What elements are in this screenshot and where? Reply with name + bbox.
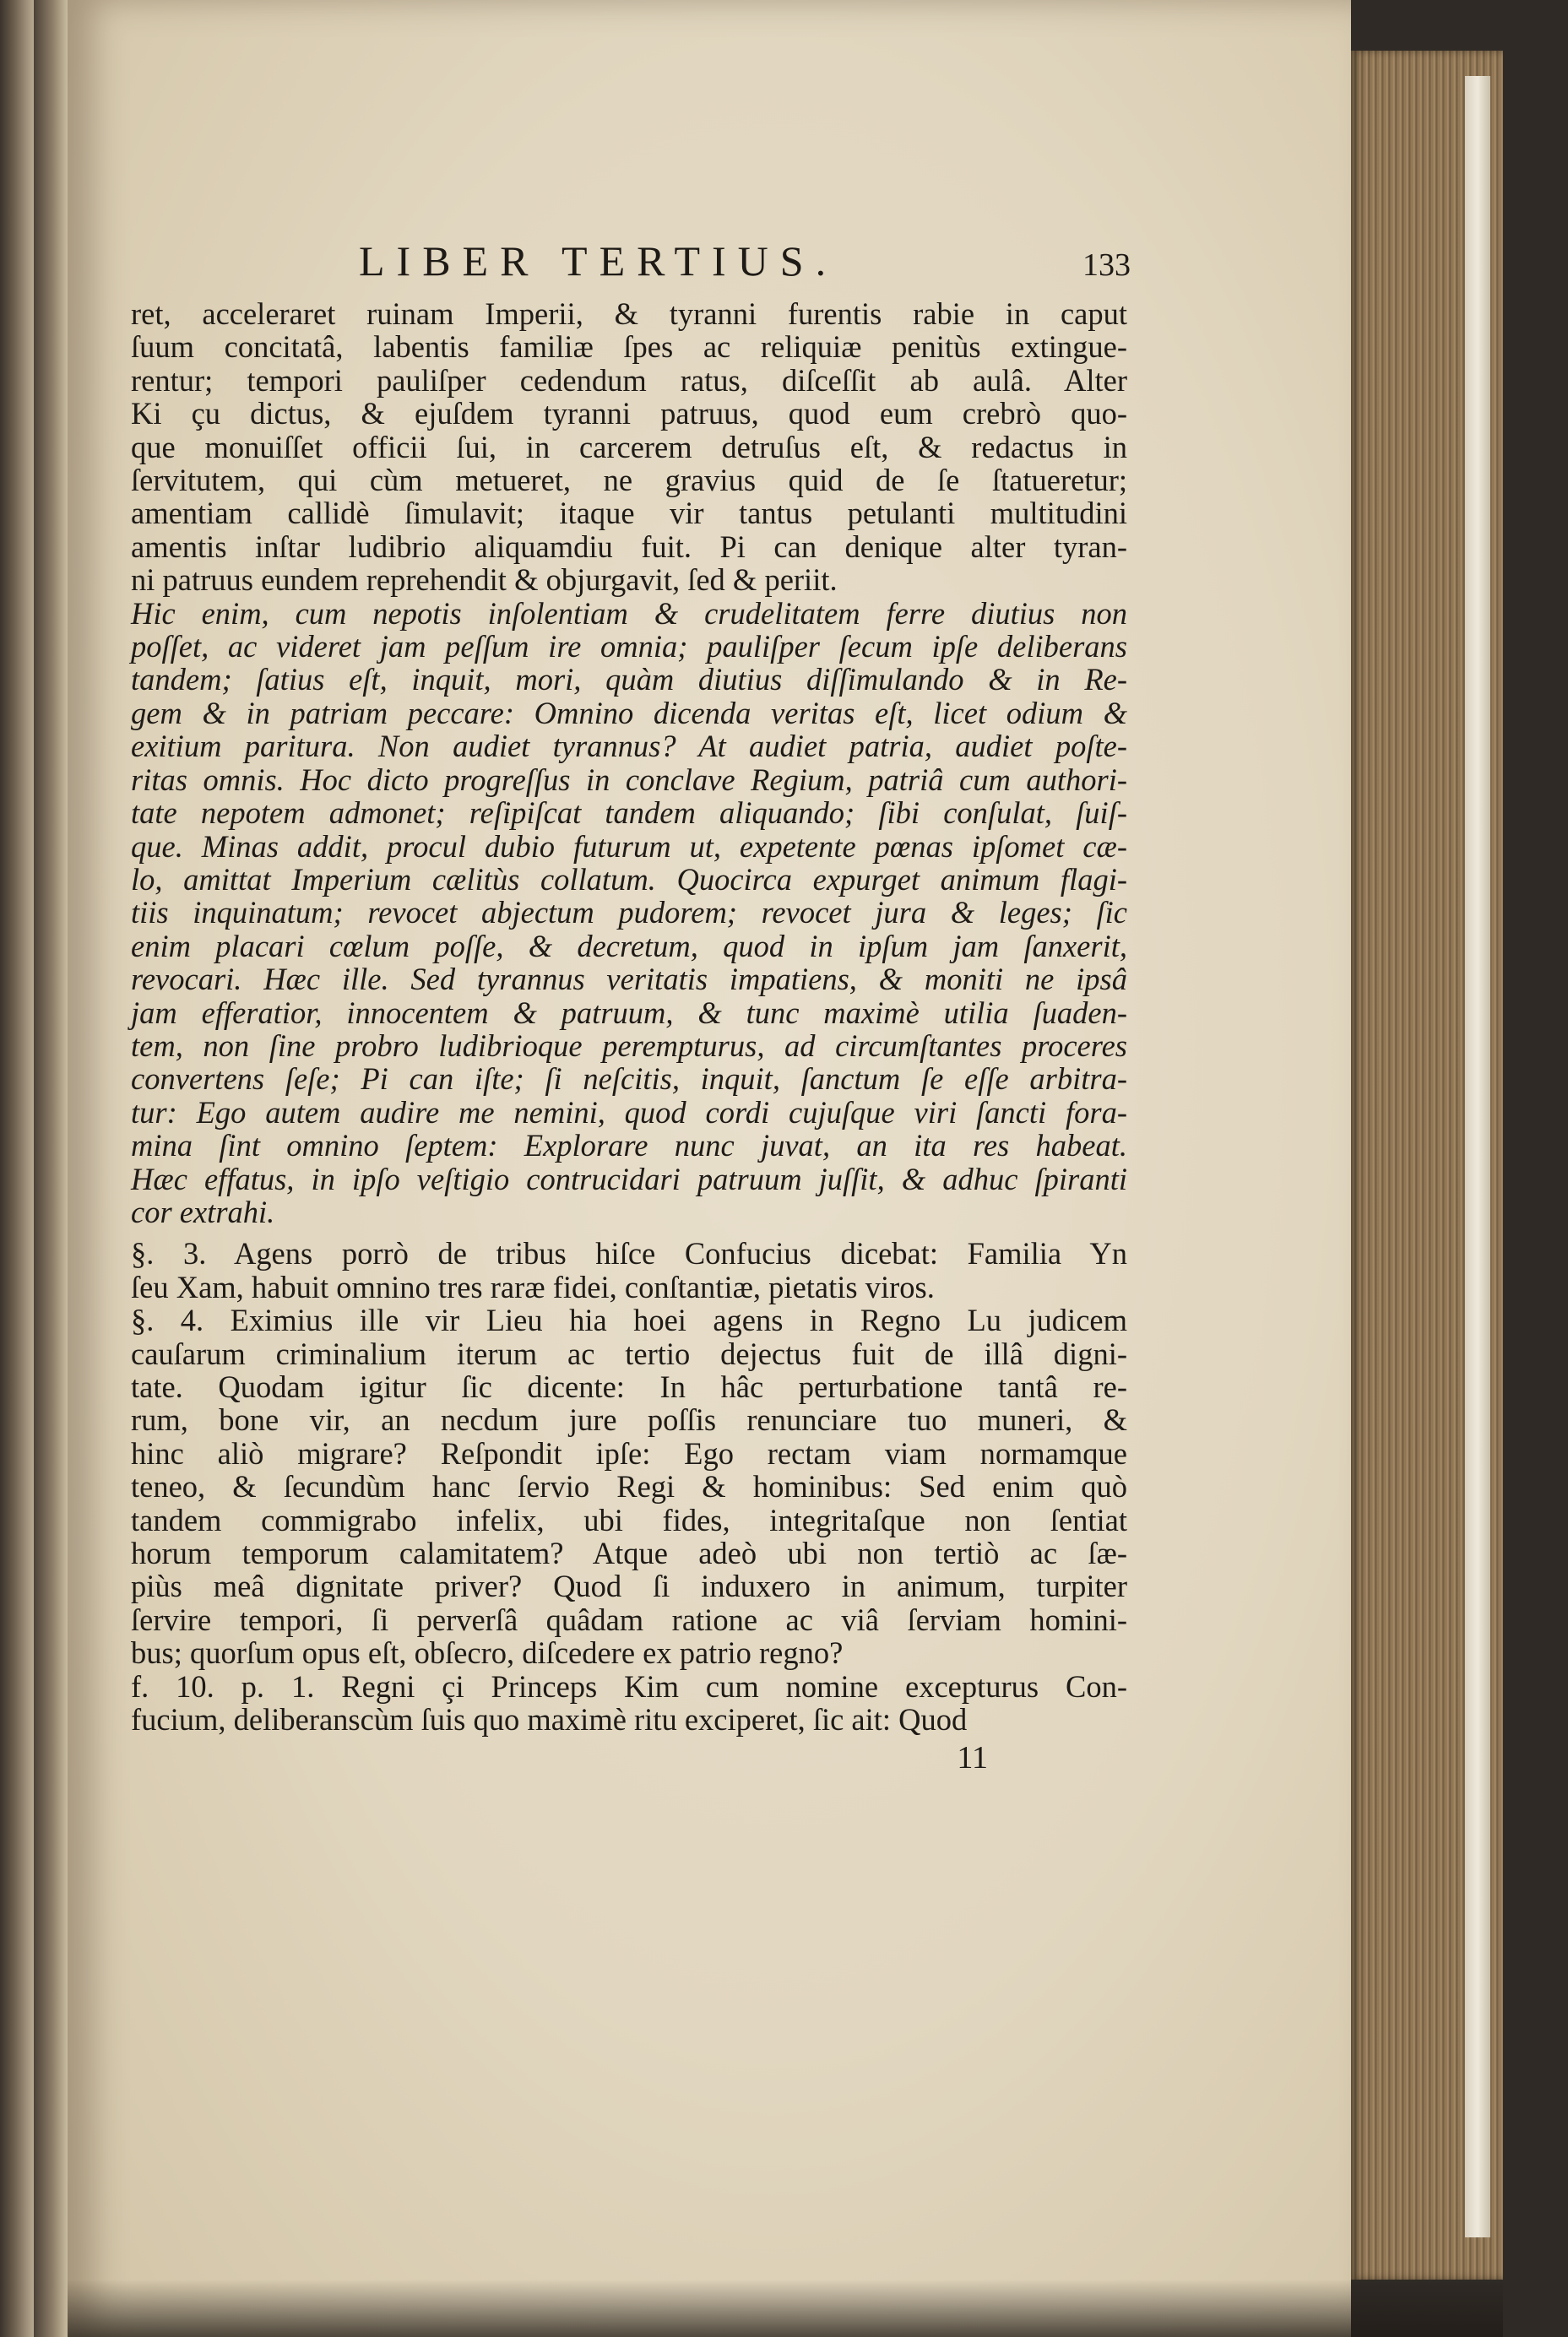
running-head: LIBER TERTIUS. (359, 237, 838, 285)
body-text (131, 297, 1127, 1736)
text-line: Hæc effatus, in ipſo veſtigio contrucidari patruum juſſit, & adhuc ſpiranti (131, 1161, 1127, 1196)
page-number: 133 (1082, 247, 1131, 283)
text-line: §. 4. Eximius ille vir Lieu hia hoei agens in Regno Lu judicem (131, 1303, 1127, 1338)
text-line: tur: Ego autem audire me nemini, quod cordi cujuſque viri ſancti fora- (131, 1094, 1127, 1130)
text-line: convertens ſeſe; Pi can iſte; ſi neſcitis, inquit, ſanctum ſe eſſe arbitra- (131, 1061, 1127, 1097)
text-line: exitium paritura. Non audiet tyrannus? At audiet patria, audiet poſte- (131, 729, 1127, 764)
text-line: tiis inquinatum; revocet abjectum pudorem; revocet jura & leges; ſic (131, 895, 1127, 930)
text-line: ſuum concitatâ, labentis familiæ ſpes ac reliquiæ penitùs extingue- (131, 329, 1127, 365)
text-line: horum temporum calamitatem? Atque adeò ubi non tertiò ac ſæ- (131, 1536, 1127, 1571)
text-line: teneo, & ſecundùm hanc ſervio Regi & hominibus: Sed enim quò (131, 1469, 1127, 1505)
text-line: tandem commigrabo infelix, ubi fides, integritaſque non ſentiat (131, 1502, 1127, 1537)
text-line: tem, non ſine probro ludibrioque peremptur͏us, ad circumſtantes proceres (131, 1028, 1127, 1063)
text-line: que monuiſſet officii ſui, in carcerem detruſus eſt, & redactus in (131, 429, 1127, 464)
text-line: Hic enim, cum nepotis inſolentiam & crudelitatem ferre diutius non (131, 595, 1127, 631)
text-line: amentis inſtar ludibrio aliquamdiu fuit. Pi can denique alter tyran- (131, 529, 1127, 564)
text-line: fucium, deliberanscùm ſuis quo maximè ritu exciperet, ſic ait: Quod (131, 1702, 968, 1738)
text-line: f. 10. p. 1. Regni çi Princeps Kim cum nomine excepturus Con- (131, 1668, 1127, 1704)
text-line: ritas omnis. Hoc dicto progreſſus in conclave Regium, patriâ cum authori- (131, 762, 1127, 797)
text-line: ret, acceleraret ruinam Imperii, & tyranni furentis rabie in caput (131, 296, 1127, 331)
paragraph-section-3 (131, 1237, 1127, 1304)
text-line: amentiam callidè ſimulavit; itaque vir tantus petulanti multitudini (131, 496, 1127, 531)
text-line: cor extrahi. (131, 1194, 275, 1229)
text-line: poſſet, ac videret jam peſſum ire omnia; pauliſper ſecum ipſe deliberans (131, 629, 1127, 664)
text-line: ſervire tempori, ſi perverſâ quâdam ratione ac viâ ſerviam homini- (131, 1602, 1127, 1637)
text-line: cauſarum criminalium iterum ac tertio dejectus fuit de illâ digni- (131, 1336, 1127, 1371)
text-line: rum, bone vir, an necdum jure poſſis renunciare tuo muneri, & (131, 1402, 1127, 1438)
text-line: mina ſint omnino ſeptem: Explorare nunc juvat, an ita res habeat. (131, 1128, 1127, 1163)
text-line: ſeu Xam, habuit omnino tres raræ fidei, conſtantiæ, pietatis viros. (131, 1269, 935, 1304)
book-gutter (34, 0, 68, 2337)
text-line: ſervitutem, qui cùm metueret, ne gravius quid de ſe ſtatueretur; (131, 463, 1127, 498)
text-line: hinc aliò migrare? Reſpondit ipſe: Ego rectam viam normamque (131, 1435, 1127, 1471)
text-line: ni patruus eundem reprehendit & objurgavit, ſed & periit. (131, 562, 838, 598)
paragraph-italic-quote (131, 597, 1127, 1229)
text-line: enim placari cœlum poſſe, & decretum, quod in ipſum jam ſanxerit, (131, 928, 1127, 963)
text-line: §. 3. Agens porrò de tribus hiſce Confucius dicebat: Familia Yn (131, 1236, 1127, 1272)
text-line: revocari. Hæc ille. Sed tyrannus veritatis impatiens, & moniti ne ipsâ (131, 962, 1127, 997)
text-line: tate. Quodam igitur ſic dicente: In hâc perturbatione tantâ re- (131, 1369, 1127, 1404)
text-line: rentur; tempori pauliſper cedendum ratus, diſceſſit ab aulâ. Alter (131, 362, 1127, 398)
paragraph-1 (131, 297, 1127, 597)
text-line: gem & in patriam peccare: Omnino dicenda veritas eſt, licet odium & (131, 695, 1127, 730)
text-line: que. Minas addit, procul dubio futurum ut, expetente pœnas ipſomet cæ- (131, 828, 1127, 864)
paragraph-f10 (131, 1670, 1127, 1737)
text-line: tandem; ſatius eſt, inquit, mori, quàm diutius diſſimulando & in Re- (131, 662, 1127, 697)
page-header (131, 236, 1131, 289)
paragraph-section-4 (131, 1304, 1127, 1669)
text-line: bus; quorſum opus eſt, obſecro, diſcedere ex patrio regno? (131, 1635, 844, 1671)
text-line: tate nepotem admonet; reſipiſcat tandem aliquando; ſibi conſulat, ſuiſ- (131, 795, 1127, 831)
text-line: lo, amittat Imperium cælitùs collatum. Quocirca expurget animum flagi- (131, 861, 1127, 897)
text-line: piùs meâ dignitate priver? Quod ſi induxero in animum, turpiter (131, 1569, 1127, 1604)
page-edge-strip (1465, 76, 1490, 2237)
catchword: 11 (957, 1740, 988, 1776)
text-line: Ki çu dictus, & ejuſdem tyranni patruus, quod eum crebrò quo- (131, 396, 1127, 431)
text-line: jam efferatior, innocentem & patruum, & tunc maximè utilia ſuaden- (131, 995, 1127, 1030)
bottom-shadow (68, 2280, 1503, 2337)
text-block (131, 236, 1131, 1776)
facing-page-edge (0, 0, 34, 2337)
